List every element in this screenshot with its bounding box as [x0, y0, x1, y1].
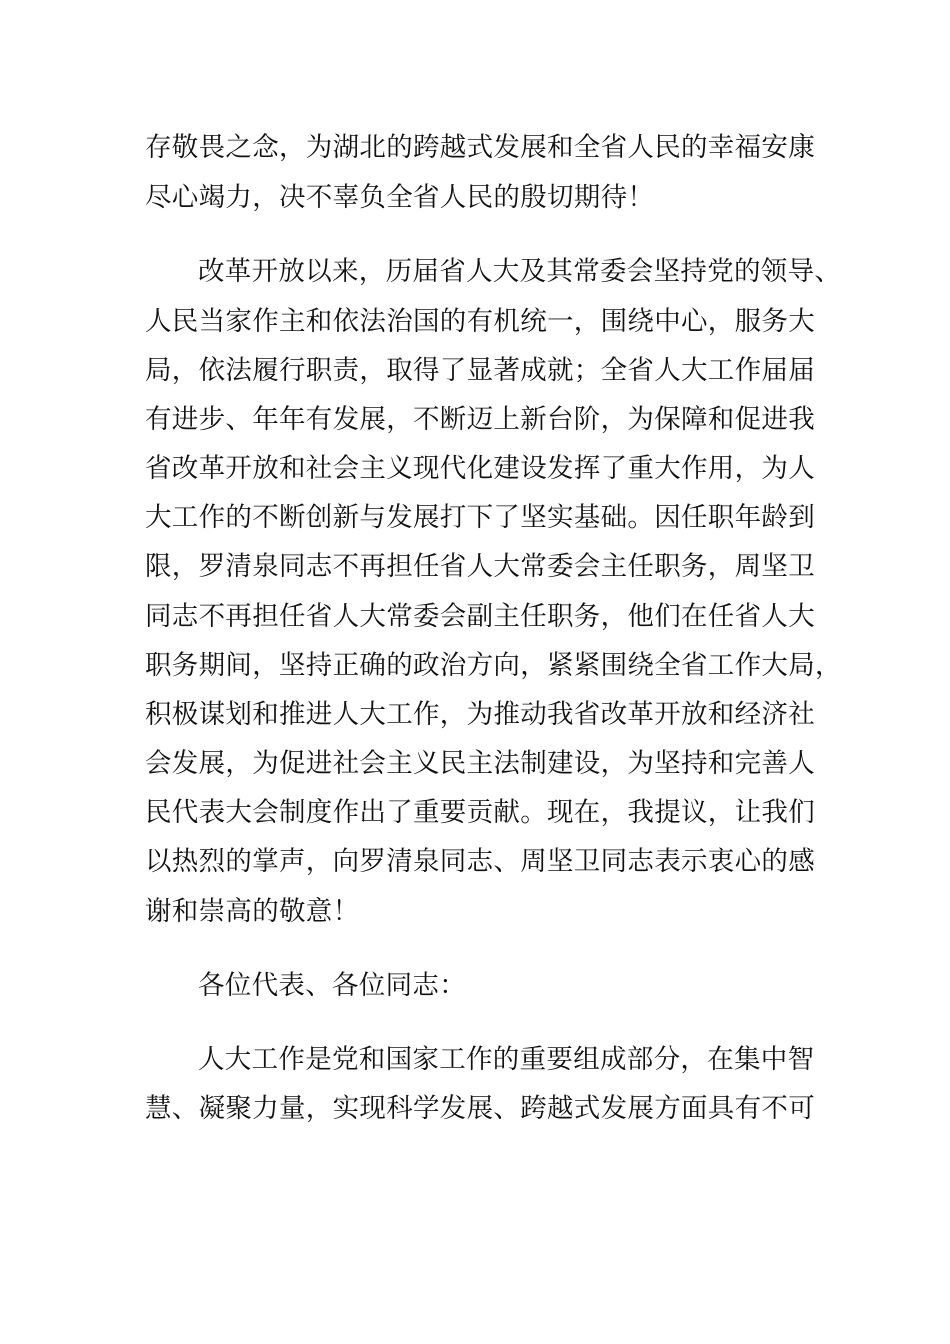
- text-line: 以热烈的掌声，向罗清泉同志、周坚卫同志表示衷心的感: [145, 846, 815, 877]
- text-line: 人民当家作主和依法治国的有机统一，围绕中心，服务大: [145, 306, 815, 337]
- text-line: 同志不再担任省人大常委会副主任职务，他们在任省人大: [145, 601, 815, 632]
- text-line: 职务期间，坚持正确的政治方向，紧紧围绕全省工作大局，: [145, 650, 842, 681]
- text-line: 民代表大会制度作出了重要贡献。现在，我提议，让我们: [145, 797, 815, 828]
- text-line: 慧、凝聚力量，实现科学发展、跨越式发展方面具有不可: [145, 1093, 815, 1124]
- text-line: 会发展，为促进社会主义民主法制建设，为坚持和完善人: [145, 748, 815, 779]
- text-line: 大工作的不断创新与发展打下了坚实基础。因任职年龄到: [145, 502, 815, 533]
- salutation: 各位代表、各位同志：: [198, 970, 466, 1001]
- text-line: 尽心竭力，决不辜负全省人民的殷切期待！: [145, 182, 655, 213]
- text-line: 有进步、年年有发展，不断迈上新台阶，为保障和促进我: [145, 404, 815, 435]
- text-line: 省改革开放和社会主义现代化建设发挥了重大作用，为人: [145, 453, 815, 484]
- text-line: 谢和崇高的敬意！: [145, 896, 360, 927]
- text-line: 积极谋划和推进人大工作，为推动我省改革开放和经济社: [145, 699, 815, 730]
- text-line: 存敬畏之念，为湖北的跨越式发展和全省人民的幸福安康: [145, 132, 815, 163]
- text-line: 限，罗清泉同志不再担任省人大常委会主任职务，周坚卫: [145, 551, 815, 582]
- text-line: 局，依法履行职责，取得了显著成就；全省人大工作届届: [145, 355, 815, 386]
- paragraph-first-line: 人大工作是党和国家工作的重要组成部分，在集中智: [198, 1044, 815, 1075]
- paragraph-first-line: 改革开放以来，历届省人大及其常委会坚持党的领导、: [198, 256, 842, 287]
